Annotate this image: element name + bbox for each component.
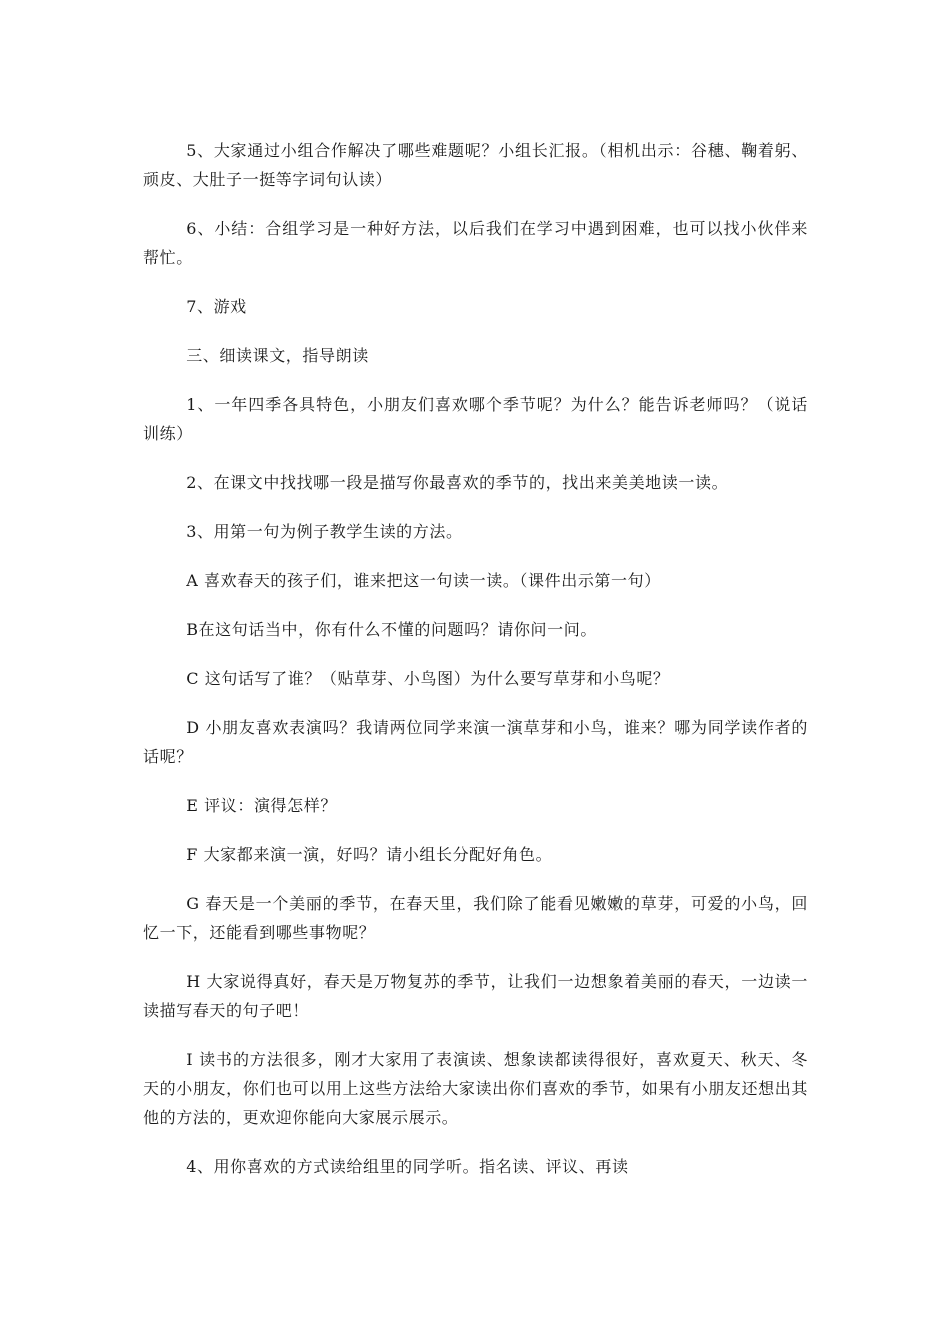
paragraph-3-reading-method: 3、用第一句为例子教学生读的方法。: [186, 522, 463, 541]
item-i: I 读书的方法很多，刚才大家用了表演读、想象读都读得很好，喜欢夏天、秋天、冬天的小朋友，你们也可以用上这些方法给大家读出你们喜欢的季节，如果有小朋友还想出其他的方法的，更欢迎你能向大家展示展示。: [143, 1050, 808, 1127]
item-a: A 喜欢春天的孩子们，谁来把这一句读一读。（课件出示第一句）: [186, 571, 661, 590]
item-e: E 评议：演得怎样？: [186, 796, 337, 815]
paragraph-2-find-section: 2、在课文中找找哪一段是描写你最喜欢的季节的，找出来美美地读一读。: [186, 473, 729, 492]
item-h: H 大家说得真好，春天是万物复苏的季节，让我们一边想象着美丽的春天，一边读一读描写春天的句子吧！: [143, 972, 808, 1020]
paragraph-1-favorite-season: 1、一年四季各具特色，小朋友们喜欢哪个季节呢？为什么？能告诉老师吗？（说话训练）: [143, 395, 808, 443]
item-d: D 小朋友喜欢表演吗？我请两位同学来演一演草芽和小鸟，谁来？哪为同学读作者的话呢？: [143, 718, 808, 766]
section-heading-read-aloud: 三、细读课文，指导朗读: [186, 346, 369, 365]
document-body: [143, 136, 808, 1201]
paragraph-5-group-report: 5、大家通过小组合作解决了哪些难题呢？小组长汇报。（相机出示：谷穗、鞠着躬、顽皮、大肚子一挺等字词句认读）: [143, 141, 808, 189]
item-g: G 春天是一个美丽的季节，在春天里，我们除了能看见嫩嫩的草芽，可爱的小鸟，回忆一下，还能看到哪些事物呢？: [143, 894, 808, 942]
paragraph-6-summary: 6、小结：合组学习是一种好方法，以后我们在学习中遇到困难，也可以找小伙伴来帮忙。: [143, 219, 808, 267]
paragraph-4-read-to-group: 4、用你喜欢的方式读给组里的同学听。指名读、评议、再读: [186, 1157, 629, 1176]
item-b: B在这句话当中，你有什么不懂的问题吗？请你问一问。: [186, 620, 597, 639]
paragraph-7-game: 7、游戏: [186, 297, 247, 316]
item-f: F 大家都来演一演，好吗？请小组长分配好角色。: [186, 845, 553, 864]
item-c: C 这句话写了谁？（贴草芽、小鸟图）为什么要写草芽和小鸟呢？: [186, 669, 670, 688]
